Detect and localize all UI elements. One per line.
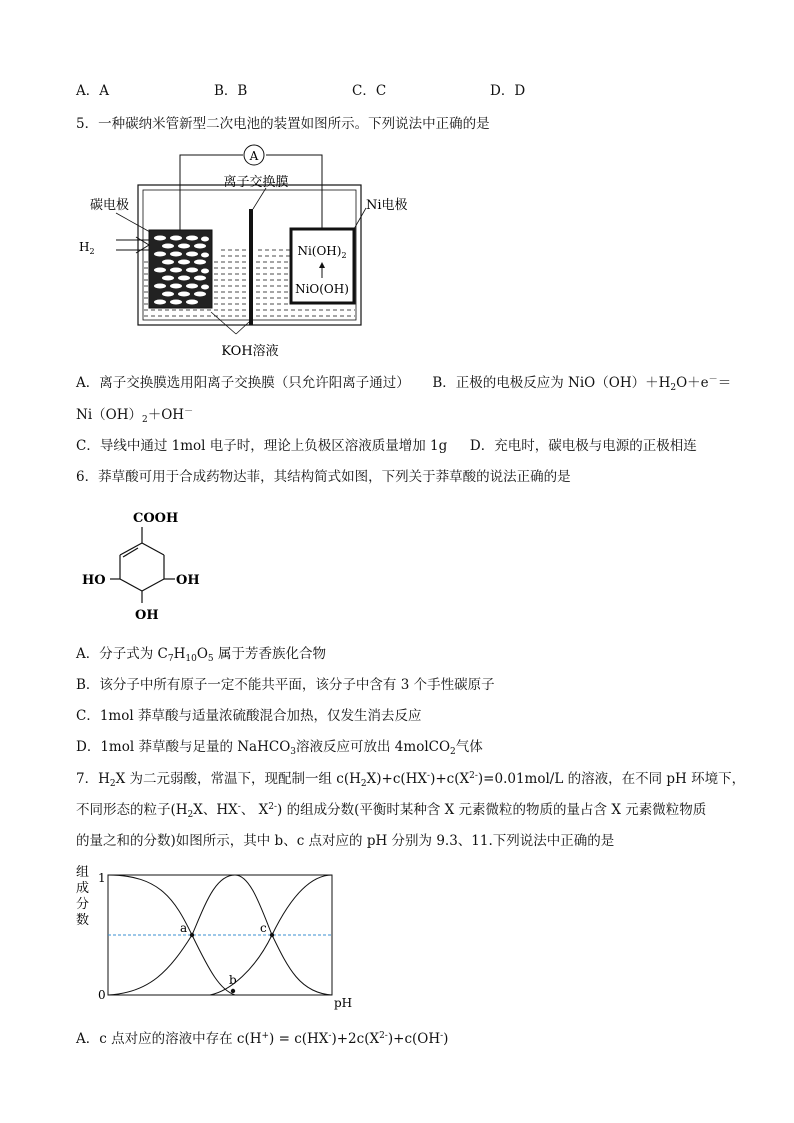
q6-option-a: A．分子式为 $C_7H_{10}O_5$ 属于芳香族化合物: [76, 646, 326, 664]
q4-options: [76, 81, 525, 101]
q5-stem: 5．一种碳纳米管新型二次电池的装置如图所示。下列说法中正确的是: [76, 116, 490, 132]
y-axis-label: [76, 865, 89, 928]
koh-solution-label: KOH溶液: [221, 344, 279, 359]
cooh-label: COOH: [133, 511, 179, 526]
oh-right-label: OH: [176, 573, 200, 588]
y-tick-1: 1: [98, 871, 106, 885]
svg-text:分: 分: [76, 897, 90, 912]
point-c-marker: [270, 933, 274, 937]
q5-option-d: D．充电时，碳电极与电源的正极相连: [469, 438, 697, 454]
h2-label: $H_2$: [79, 240, 95, 256]
q5-option-b: B．正极的电极反应为 $NiO(OH)+H_2O+e^-=$: [432, 375, 732, 393]
q6-option-c: C．1mol 莽草酸与适量浓硫酸混合加热，仅发生消去反应: [76, 708, 422, 724]
q4-option-c: C．C: [352, 83, 387, 99]
q4-option-a: A．A: [76, 83, 109, 99]
point-a-label: a: [180, 921, 188, 935]
ammeter-label: A: [249, 149, 259, 163]
carbon-electrode-label: 碳电极: [90, 198, 130, 213]
q7-stem-line-3: 的量之和的分数)如图所示，其中 b、c 点对应的 pH 分别为 9.3、11.下列说法中正确的是: [76, 833, 615, 849]
ni-electrode-label: Ni电极: [366, 198, 408, 213]
q5-option-c-d: [76, 436, 697, 456]
q4-option-b: B．B: [214, 83, 248, 99]
battery-diagram: [76, 142, 426, 362]
point-c-label: c: [260, 921, 267, 935]
q7-stem-line-2: 不同形态的粒子($H_2X$、HX-、 $X^{2-}$) 的组成分数(平衡时某种含 X 元素微粒的物质的量占含 X 元素微粒物质: [76, 802, 707, 820]
ho-left-label: HO: [82, 573, 106, 588]
svg-text:组: 组: [76, 865, 90, 880]
point-a-marker: [190, 933, 194, 937]
x-axis-label: pH: [334, 996, 353, 1010]
q5-option-a-b: [76, 373, 731, 393]
q7-stem-line-1: 7．$H_2X$ 为二元弱酸，常温下，现配制一组 $c(H_2X)+c(HX^-)+c(X^{2-})=0.01mol/L$ 的溶液，在不同 pH 环境下，: [76, 771, 746, 789]
ni-oh2-label: $Ni(OH)_2$: [297, 244, 347, 260]
oh-bottom-label: OH: [135, 608, 159, 623]
distribution-fraction-chart: [70, 860, 360, 1015]
svg-text:数: 数: [76, 913, 90, 928]
point-b-marker: [231, 989, 235, 993]
q5-option-a: A．离子交换膜选用阳离子交换膜（只允许阳离子通过）: [76, 375, 410, 391]
q5-option-b-continued: $Ni(OH)_2+OH^-$: [76, 407, 194, 425]
svg-text:成: 成: [76, 881, 90, 896]
point-b-label: b: [229, 973, 237, 987]
q6-option-d: D．1mol 莽草酸与足量的 NaHCO$_3$溶液反应可放出 4molCO$_2$气体: [76, 739, 483, 757]
external-wire: [180, 155, 243, 232]
ion-exchange-membrane: [249, 209, 253, 325]
q6-stem: 6．莽草酸可用于合成药物达菲，其结构简式如图，下列关于莽草酸的说法正确的是: [76, 469, 571, 485]
q4-option-d: D．D: [490, 83, 526, 99]
y-tick-0: 0: [98, 988, 106, 1002]
membrane-label: 离子交换膜: [223, 175, 289, 190]
q6-option-b: B．该分子中所有原子一定不能共平面，该分子中含有 3 个手性碳原子: [76, 677, 495, 693]
q5-option-c: C．导线中通过 1mol 电子时，理论上负极区溶液质量增加 1g: [76, 438, 448, 454]
shikimic-acid-structure: [76, 505, 216, 630]
q7-option-a: A．c 点对应的溶液中存在 $c(H^+) = c(HX^-)+2c(X^{2-})+c(OH^-)$: [76, 1031, 449, 1047]
nioh-label: NiO(OH): [295, 282, 349, 296]
